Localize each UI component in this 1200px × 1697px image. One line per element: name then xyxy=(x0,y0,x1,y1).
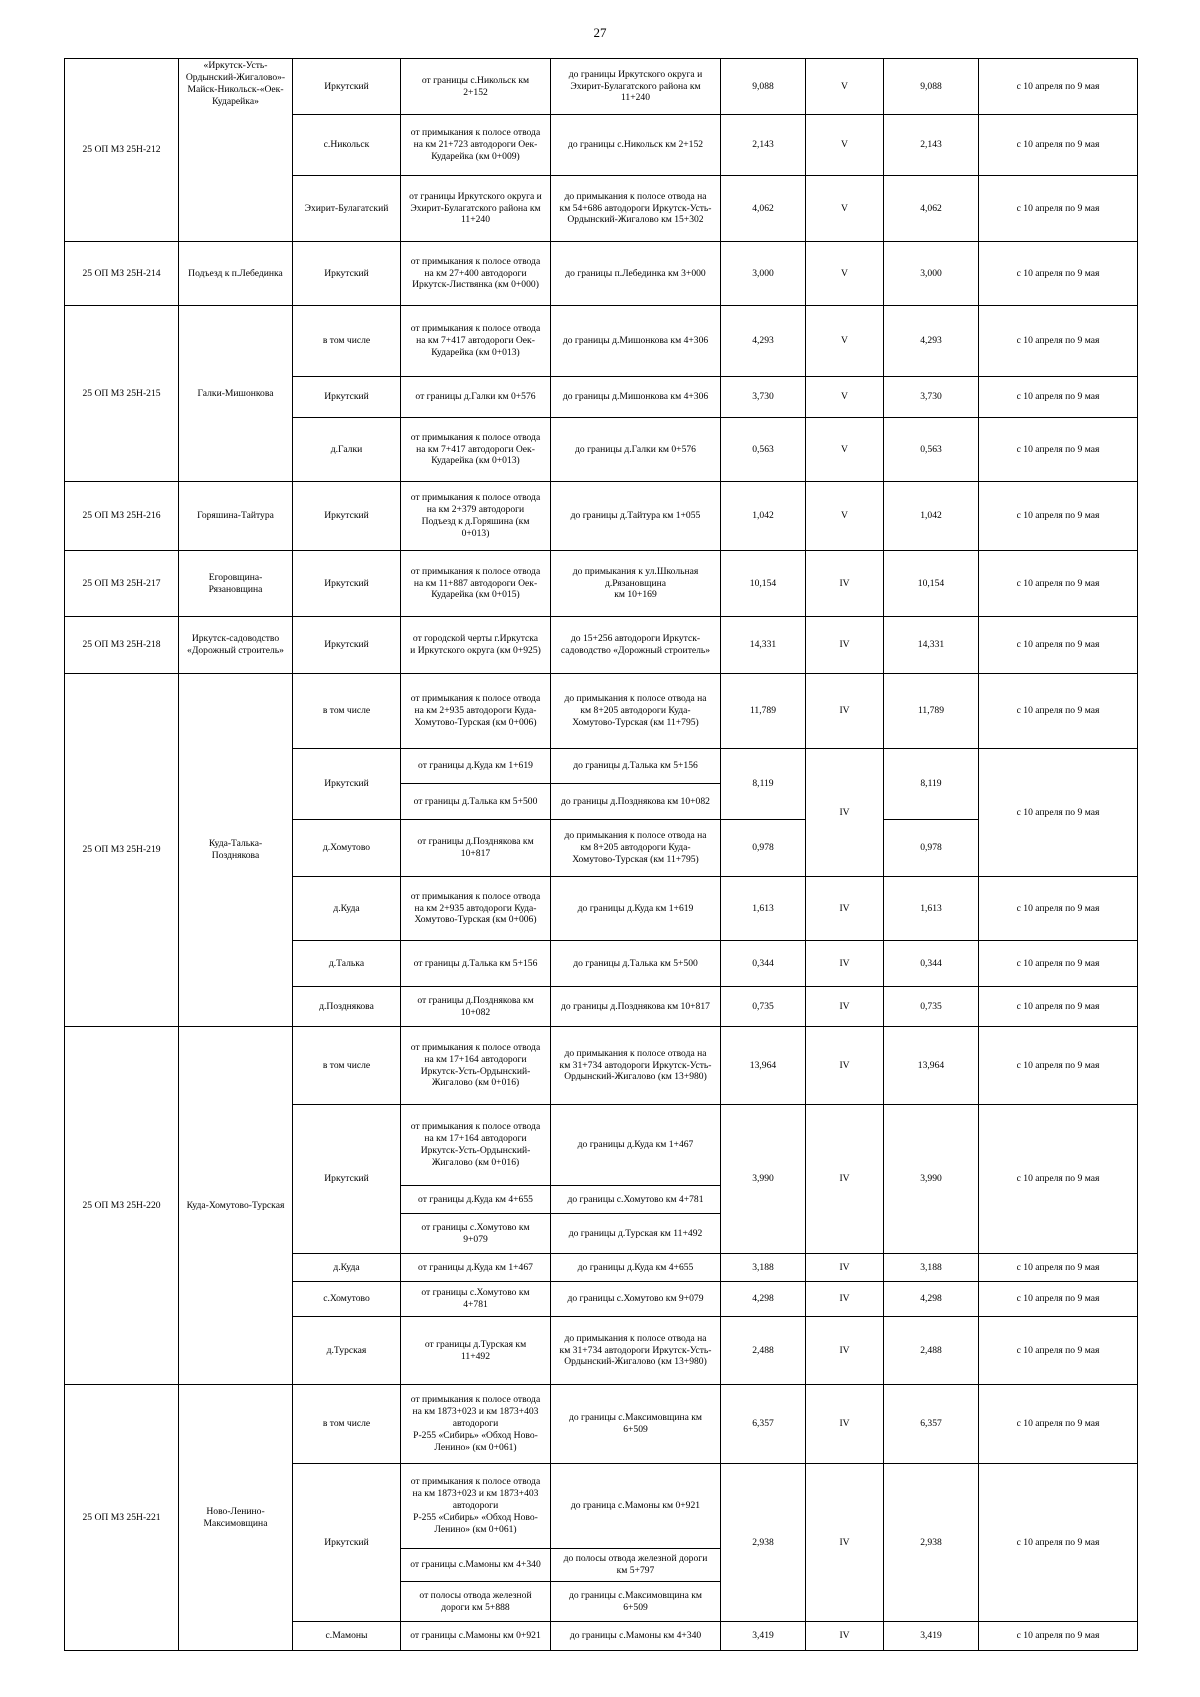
municipality-cell: Иркутский xyxy=(293,482,401,551)
road-id-cell: 25 ОП МЗ 25Н-216 xyxy=(65,482,179,551)
category-cell: IV xyxy=(806,617,884,674)
municipality-cell: Иркутский xyxy=(293,59,401,115)
category-cell: IV xyxy=(806,551,884,617)
start-point-cell: от полосы отвода железной дороги км 5+888 xyxy=(401,1582,551,1622)
table-row xyxy=(65,306,1138,377)
length-cell: 2,938 xyxy=(721,1464,806,1622)
category-cell: V xyxy=(806,115,884,176)
municipality-cell: в том числе xyxy=(293,1027,401,1105)
municipality-cell: в том числе xyxy=(293,1385,401,1464)
road-id-cell: 25 ОП МЗ 25Н-217 xyxy=(65,551,179,617)
road-name-cell: Куда-Талька- Позднякова xyxy=(179,674,293,1027)
period-cell: с 10 апреля по 9 мая xyxy=(979,1027,1138,1105)
end-point-cell: до границы д.Талька км 5+500 xyxy=(551,941,721,987)
road-name-cell: Куда-Хомутово-Турская xyxy=(179,1027,293,1385)
road-restrictions-table xyxy=(64,58,1138,1651)
category-cell: IV xyxy=(806,1385,884,1464)
period-cell: с 10 апреля по 9 мая xyxy=(979,377,1138,418)
road-id-cell: 25 ОП МЗ 25Н-219 xyxy=(65,674,179,1027)
category-cell: IV xyxy=(806,1105,884,1254)
period-cell: с 10 апреля по 9 мая xyxy=(979,877,1138,941)
municipality-cell: Иркутский xyxy=(293,1105,401,1254)
municipality-cell: Иркутский xyxy=(293,617,401,674)
restricted-length-cell: 0,735 xyxy=(884,987,979,1027)
start-point-cell: от границы д.Куда км 4+655 xyxy=(401,1186,551,1214)
category-cell: IV xyxy=(806,674,884,749)
period-cell: с 10 апреля по 9 мая xyxy=(979,59,1138,115)
period-cell: с 10 апреля по 9 мая xyxy=(979,551,1138,617)
end-point-cell: до границы д.Куда км 4+655 xyxy=(551,1254,721,1282)
end-point-cell: до границы с.Максимовщина км 6+509 xyxy=(551,1385,721,1464)
restricted-length-cell: 3,000 xyxy=(884,242,979,306)
end-point-cell: до примыкания к ул.Школьная д.Рязановщина км 10+169 xyxy=(551,551,721,617)
table-row xyxy=(65,617,1138,674)
end-point-cell: до границы с.Мамоны км 4+340 xyxy=(551,1622,721,1651)
start-point-cell: от границы д.Талька км 5+500 xyxy=(401,784,551,820)
start-point-cell: от границы с.Хомутово км 4+781 xyxy=(401,1282,551,1317)
length-cell: 3,000 xyxy=(721,242,806,306)
restricted-length-cell: 14,331 xyxy=(884,617,979,674)
municipality-cell: в том числе xyxy=(293,306,401,377)
period-cell: с 10 апреля по 9 мая xyxy=(979,115,1138,176)
period-cell: с 10 апреля по 9 мая xyxy=(979,1622,1138,1651)
start-point-cell: от границы Иркутского округа и Эхирит-Булагатского района км 11+240 xyxy=(401,176,551,242)
road-id-cell: 25 ОП МЗ 25Н-220 xyxy=(65,1027,179,1385)
category-cell: IV xyxy=(806,1254,884,1282)
start-point-cell: от примыкания к полосе отвода на км 1873+023 и км 1873+403 автодороги Р-255 «Сибирь» «Обход Ново- Ленино» (км 0+061) xyxy=(401,1385,551,1464)
length-cell: 3,990 xyxy=(721,1105,806,1254)
page-number: 27 xyxy=(593,25,607,40)
end-point-cell: до границы д.Куда км 1+619 xyxy=(551,877,721,941)
start-point-cell: от примыкания к полосе отвода на км 21+723 автодороги Оек- Кударейка (км 0+009) xyxy=(401,115,551,176)
category-cell: IV xyxy=(806,749,884,877)
restricted-length-cell: 2,488 xyxy=(884,1317,979,1385)
road-id-cell: 25 ОП МЗ 25Н-215 xyxy=(65,306,179,482)
length-cell: 0,563 xyxy=(721,418,806,482)
end-point-cell: до границы д.Позднякова км 10+082 xyxy=(551,784,721,820)
municipality-cell: Иркутский xyxy=(293,1464,401,1622)
end-point-cell: до границы д.Турская км 11+492 xyxy=(551,1214,721,1254)
category-cell: IV xyxy=(806,941,884,987)
table-row xyxy=(65,1385,1138,1464)
category-cell: IV xyxy=(806,1027,884,1105)
restricted-length-cell: 9,088 xyxy=(884,59,979,115)
start-point-cell: от примыкания к полосе отвода на км 17+164 автодороги Иркутск-Усть-Ордынский- Жигалово (км 0+016) xyxy=(401,1027,551,1105)
municipality-cell: Эхирит-Булагатский xyxy=(293,176,401,242)
start-point-cell: от границы с.Хомутово км 9+079 xyxy=(401,1214,551,1254)
category-cell: V xyxy=(806,59,884,115)
restricted-length-cell: 3,419 xyxy=(884,1622,979,1651)
length-cell: 1,613 xyxy=(721,877,806,941)
start-point-cell: от городской черты г.Иркутска и Иркутского округа (км 0+925) xyxy=(401,617,551,674)
period-cell: с 10 апреля по 9 мая xyxy=(979,987,1138,1027)
start-point-cell: от границы д.Турская км 11+492 xyxy=(401,1317,551,1385)
road-name-cell: «Иркутск-Усть- Ордынский-Жигалово»- Майск-Никольск-«Оек- Кударейка» xyxy=(179,59,293,242)
category-cell: IV xyxy=(806,1282,884,1317)
start-point-cell: от границы с.Мамоны км 4+340 xyxy=(401,1549,551,1582)
length-cell: 6,357 xyxy=(721,1385,806,1464)
period-cell: с 10 апреля по 9 мая xyxy=(979,418,1138,482)
end-point-cell: до границы с.Хомутово км 4+781 xyxy=(551,1186,721,1214)
start-point-cell: от примыкания к полосе отвода на км 7+417 автодороги Оек- Кударейка (км 0+013) xyxy=(401,418,551,482)
length-cell: 9,088 xyxy=(721,59,806,115)
restricted-length-cell: 4,062 xyxy=(884,176,979,242)
period-cell: с 10 апреля по 9 мая xyxy=(979,941,1138,987)
end-point-cell: до примыкания к полосе отвода на км 31+734 автодороги Иркутск-Усть- Ордынский-Жигалово (км 13+980) xyxy=(551,1027,721,1105)
end-point-cell: до границы д.Мишонкова км 4+306 xyxy=(551,377,721,418)
length-cell: 3,419 xyxy=(721,1622,806,1651)
road-id-cell: 25 ОП МЗ 25Н-221 xyxy=(65,1385,179,1651)
length-cell: 0,978 xyxy=(721,820,806,877)
road-name-cell: Галки-Мишонкова xyxy=(179,306,293,482)
period-cell: с 10 апреля по 9 мая xyxy=(979,617,1138,674)
end-point-cell: до примыкания к полосе отвода на км 31+734 автодороги Иркутск-Усть- Ордынский-Жигалово (км 13+980) xyxy=(551,1317,721,1385)
restricted-length-cell: 1,042 xyxy=(884,482,979,551)
length-cell: 2,488 xyxy=(721,1317,806,1385)
end-point-cell: до границы с.Хомутово км 9+079 xyxy=(551,1282,721,1317)
category-cell: IV xyxy=(806,1622,884,1651)
road-name-cell: Иркутск-садоводство «Дорожный строитель» xyxy=(179,617,293,674)
municipality-cell: с.Мамоны xyxy=(293,1622,401,1651)
municipality-cell: д.Хомутово xyxy=(293,820,401,877)
restricted-length-cell: 13,964 xyxy=(884,1027,979,1105)
end-point-cell: до границы д.Позднякова км 10+817 xyxy=(551,987,721,1027)
road-id-cell: 25 ОП МЗ 25Н-218 xyxy=(65,617,179,674)
period-cell: с 10 апреля по 9 мая xyxy=(979,306,1138,377)
start-point-cell: от примыкания к полосе отвода на км 2+935 автодороги Куда- Хомутово-Турская (км 0+006) xyxy=(401,877,551,941)
category-cell: V xyxy=(806,306,884,377)
restricted-length-cell: 4,293 xyxy=(884,306,979,377)
table-row xyxy=(65,242,1138,306)
start-point-cell: от примыкания к полосе отвода на км 2+379 автодороги Подъезд к д.Горяшина (км 0+013) xyxy=(401,482,551,551)
municipality-cell: д.Галки xyxy=(293,418,401,482)
table-body xyxy=(65,59,1138,1651)
period-cell: с 10 апреля по 9 мая xyxy=(979,749,1138,877)
restricted-length-cell: 10,154 xyxy=(884,551,979,617)
length-cell: 0,735 xyxy=(721,987,806,1027)
period-cell: с 10 апреля по 9 мая xyxy=(979,176,1138,242)
road-id-cell: 25 ОП МЗ 25Н-214 xyxy=(65,242,179,306)
period-cell: с 10 апреля по 9 мая xyxy=(979,482,1138,551)
end-point-cell: до границы Иркутского округа и Эхирит-Булагатского района км 11+240 xyxy=(551,59,721,115)
category-cell: IV xyxy=(806,877,884,941)
start-point-cell: от примыкания к полосе отвода на км 17+164 автодороги Иркутск-Усть-Ордынский- Жигалово (км 0+016) xyxy=(401,1105,551,1186)
restricted-length-cell: 0,978 xyxy=(884,820,979,877)
end-point-cell: до границы д.Куда км 1+467 xyxy=(551,1105,721,1186)
restricted-length-cell: 3,730 xyxy=(884,377,979,418)
start-point-cell: от границы д.Куда км 1+619 xyxy=(401,749,551,784)
table-row xyxy=(65,674,1138,749)
municipality-cell: д.Турская xyxy=(293,1317,401,1385)
restricted-length-cell: 2,938 xyxy=(884,1464,979,1622)
length-cell: 4,298 xyxy=(721,1282,806,1317)
restricted-length-cell: 1,613 xyxy=(884,877,979,941)
period-cell: с 10 апреля по 9 мая xyxy=(979,1317,1138,1385)
length-cell: 2,143 xyxy=(721,115,806,176)
table-row xyxy=(65,59,1138,115)
restricted-length-cell: 0,563 xyxy=(884,418,979,482)
restricted-length-cell: 0,344 xyxy=(884,941,979,987)
municipality-cell: с.Никольск xyxy=(293,115,401,176)
end-point-cell: до граница с.Мамоны км 0+921 xyxy=(551,1464,721,1549)
start-point-cell: от примыкания к полосе отвода на км 11+887 автодороги Оек- Кударейка (км 0+015) xyxy=(401,551,551,617)
category-cell: V xyxy=(806,482,884,551)
end-point-cell: до примыкания к полосе отвода на км 8+205 автодороги Куда- Хомутово-Турская (км 11+795) xyxy=(551,674,721,749)
road-id-cell: 25 ОП МЗ 25Н-212 xyxy=(65,59,179,242)
table-row xyxy=(65,1027,1138,1105)
period-cell: с 10 апреля по 9 мая xyxy=(979,242,1138,306)
length-cell: 8,119 xyxy=(721,749,806,820)
end-point-cell: до границы д.Галки км 0+576 xyxy=(551,418,721,482)
start-point-cell: от примыкания к полосе отвода на км 7+417 автодороги Оек- Кударейка (км 0+013) xyxy=(401,306,551,377)
road-name-cell: Егоровщина- Рязановщина xyxy=(179,551,293,617)
start-point-cell: от границы д.Талька км 5+156 xyxy=(401,941,551,987)
end-point-cell: до границы с.Никольск км 2+152 xyxy=(551,115,721,176)
municipality-cell: д.Куда xyxy=(293,877,401,941)
length-cell: 0,344 xyxy=(721,941,806,987)
municipality-cell: с.Хомутово xyxy=(293,1282,401,1317)
category-cell: V xyxy=(806,377,884,418)
length-cell: 4,293 xyxy=(721,306,806,377)
start-point-cell: от границы д.Галки км 0+576 xyxy=(401,377,551,418)
start-point-cell: от примыкания к полосе отвода на км 27+400 автодороги Иркутск-Листвянка (км 0+000) xyxy=(401,242,551,306)
end-point-cell: до границы п.Лебединка км 3+000 xyxy=(551,242,721,306)
municipality-cell: Иркутский xyxy=(293,377,401,418)
table-row xyxy=(65,482,1138,551)
end-point-cell: до 15+256 автодороги Иркутск- садоводство «Дорожный строитель» xyxy=(551,617,721,674)
period-cell: с 10 апреля по 9 мая xyxy=(979,1254,1138,1282)
end-point-cell: до границы д.Талька км 5+156 xyxy=(551,749,721,784)
period-cell: с 10 апреля по 9 мая xyxy=(979,1105,1138,1254)
category-cell: IV xyxy=(806,1317,884,1385)
start-point-cell: от границы д.Позднякова км 10+817 xyxy=(401,820,551,877)
period-cell: с 10 апреля по 9 мая xyxy=(979,674,1138,749)
municipality-cell: д.Талька xyxy=(293,941,401,987)
municipality-cell: д.Позднякова xyxy=(293,987,401,1027)
end-point-cell: до границы д.Тайтура км 1+055 xyxy=(551,482,721,551)
length-cell: 11,789 xyxy=(721,674,806,749)
restricted-length-cell: 3,990 xyxy=(884,1105,979,1254)
category-cell: V xyxy=(806,242,884,306)
start-point-cell: от границы д.Куда км 1+467 xyxy=(401,1254,551,1282)
end-point-cell: до примыкания к полосе отвода на км 8+205 автодороги Куда- Хомутово-Турская (км 11+795) xyxy=(551,820,721,877)
restricted-length-cell: 4,298 xyxy=(884,1282,979,1317)
length-cell: 10,154 xyxy=(721,551,806,617)
start-point-cell: от границы с.Мамоны км 0+921 xyxy=(401,1622,551,1651)
municipality-cell: Иркутский xyxy=(293,551,401,617)
length-cell: 13,964 xyxy=(721,1027,806,1105)
municipality-cell: Иркутский xyxy=(293,749,401,820)
end-point-cell: до границы д.Мишонкова км 4+306 xyxy=(551,306,721,377)
restricted-length-cell: 2,143 xyxy=(884,115,979,176)
length-cell: 4,062 xyxy=(721,176,806,242)
start-point-cell: от границы д.Позднякова км 10+082 xyxy=(401,987,551,1027)
start-point-cell: от примыкания к полосе отвода на км 1873+023 и км 1873+403 автодороги Р-255 «Сибирь» «Обход Ново- Ленино» (км 0+061) xyxy=(401,1464,551,1549)
start-point-cell: от границы с.Никольск км 2+152 xyxy=(401,59,551,115)
road-name-cell: Подъезд к п.Лебединка xyxy=(179,242,293,306)
municipality-cell: Иркутский xyxy=(293,242,401,306)
restricted-length-cell: 8,119 xyxy=(884,749,979,820)
category-cell: IV xyxy=(806,987,884,1027)
start-point-cell: от примыкания к полосе отвода на км 2+935 автодороги Куда- Хомутово-Турская (км 0+006) xyxy=(401,674,551,749)
restricted-length-cell: 6,357 xyxy=(884,1385,979,1464)
length-cell: 3,188 xyxy=(721,1254,806,1282)
category-cell: V xyxy=(806,176,884,242)
municipality-cell: д.Куда xyxy=(293,1254,401,1282)
period-cell: с 10 апреля по 9 мая xyxy=(979,1385,1138,1464)
municipality-cell: в том числе xyxy=(293,674,401,749)
length-cell: 14,331 xyxy=(721,617,806,674)
period-cell: с 10 апреля по 9 мая xyxy=(979,1282,1138,1317)
restricted-length-cell: 11,789 xyxy=(884,674,979,749)
category-cell: IV xyxy=(806,1464,884,1622)
restricted-length-cell: 3,188 xyxy=(884,1254,979,1282)
length-cell: 3,730 xyxy=(721,377,806,418)
length-cell: 1,042 xyxy=(721,482,806,551)
table-row xyxy=(65,551,1138,617)
category-cell: V xyxy=(806,418,884,482)
road-name-cell: Ново-Ленино- Максимовщина xyxy=(179,1385,293,1651)
period-cell: с 10 апреля по 9 мая xyxy=(979,1464,1138,1622)
end-point-cell: до полосы отвода железной дороги км 5+797 xyxy=(551,1549,721,1582)
road-name-cell: Горяшина-Тайтура xyxy=(179,482,293,551)
end-point-cell: до примыкания к полосе отвода на км 54+686 автодороги Иркутск-Усть- Ордынский-Жигалово км 15+302 xyxy=(551,176,721,242)
end-point-cell: до границы с.Максимовщина км 6+509 xyxy=(551,1582,721,1622)
